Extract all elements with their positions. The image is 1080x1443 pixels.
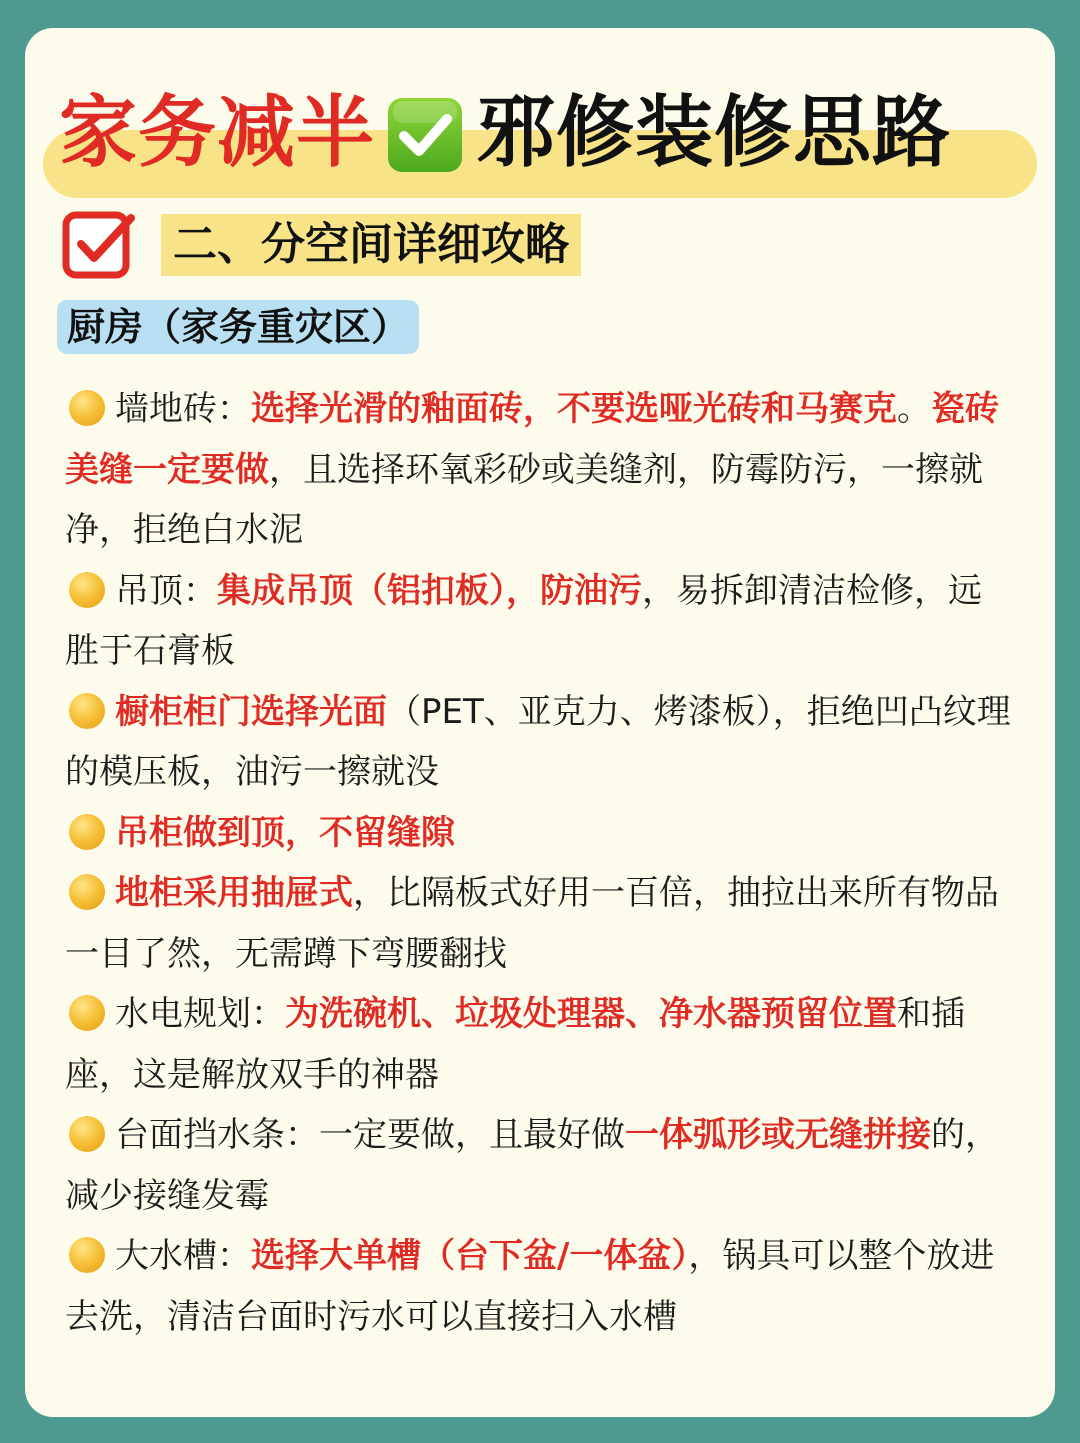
tip-highlight-text: 选择光滑的釉面砖，不要选哑光砖和马赛克 <box>251 389 897 429</box>
tip-highlight-text: 瓷砖美缝一定要做 <box>65 389 999 490</box>
tip-text: ，比隔板式好用一百倍，抽拉出来所有物品一目了然，无需蹲下弯腰翻找 <box>65 873 999 974</box>
tip-text: ，锅具可以整个放进去洗，清洁台面时污水可以直接扫入水槽 <box>65 1236 995 1337</box>
tip-text: ，易拆卸清洁检修，远胜于石膏板 <box>65 570 982 671</box>
checked-box-icon <box>61 206 137 282</box>
tip-item <box>65 803 1015 864</box>
tip-highlight-text: 集成吊顶（铝扣板），防油污 <box>217 570 642 611</box>
tip-highlight-text: 吊柜做到顶，不留缝隙 <box>115 812 455 853</box>
tip-text: ，且选择环氧彩砂或美缝剂，防霉防污，一擦就净，拒绝白水泥 <box>65 449 983 550</box>
tip-highlight-text: 一体弧形或无缝拼接 <box>625 1115 931 1155</box>
tip-text: 和插座，这是解放双手的神器 <box>65 994 965 1095</box>
tip-item <box>65 1105 1015 1226</box>
tip-text: 吊顶： <box>115 570 217 611</box>
tip-text: 水电规划： <box>115 994 285 1034</box>
tip-item <box>65 863 1015 984</box>
tip-item <box>65 984 1015 1105</box>
tip-highlight-text: 选择大单槽（台下盆/一体盆） <box>251 1236 689 1276</box>
subsection-title: 厨房（家务重灾区） <box>57 300 419 354</box>
yellow-dot-icon <box>69 1116 105 1152</box>
tip-text: 。 <box>897 389 931 429</box>
title-part-red: 家务减半 <box>59 88 376 178</box>
tip-item <box>65 561 1015 682</box>
tip-text: 台面挡水条：一定要做，且最好做 <box>115 1115 625 1155</box>
tip-item <box>65 682 1015 803</box>
yellow-dot-icon <box>69 1237 105 1273</box>
yellow-dot-icon <box>69 693 105 729</box>
check-mark-button-icon <box>385 95 465 175</box>
title-part-black: 邪修装修思路 <box>477 88 952 178</box>
tip-highlight-text: 橱柜柜门选择光面 <box>115 691 387 732</box>
yellow-dot-icon <box>69 572 105 608</box>
yellow-dot-icon <box>69 390 105 426</box>
yellow-dot-icon <box>69 814 105 850</box>
tip-highlight-text: 地柜采用抽屉式 <box>115 873 353 913</box>
tips-list <box>65 379 1015 1347</box>
tip-highlight-text: 为洗碗机、垃圾处理器、净水器预留位置 <box>285 994 897 1034</box>
title-banner <box>43 58 1037 208</box>
tip-text: 的，减少接缝发霉 <box>65 1115 999 1216</box>
yellow-dot-icon <box>69 874 105 910</box>
tip-text: （PET、亚克力、烤漆板），拒绝凹凸纹理的模压板，油污一擦就没 <box>65 691 1011 792</box>
yellow-dot-icon <box>69 995 105 1031</box>
tip-item <box>65 1226 1015 1347</box>
content-card <box>25 28 1055 1417</box>
tip-text: 大水槽： <box>115 1236 251 1276</box>
section-title: 二、分空间详细攻略 <box>161 214 581 276</box>
tip-text: 墙地砖： <box>115 389 251 429</box>
page-title <box>59 58 951 208</box>
tip-item <box>65 379 1015 561</box>
